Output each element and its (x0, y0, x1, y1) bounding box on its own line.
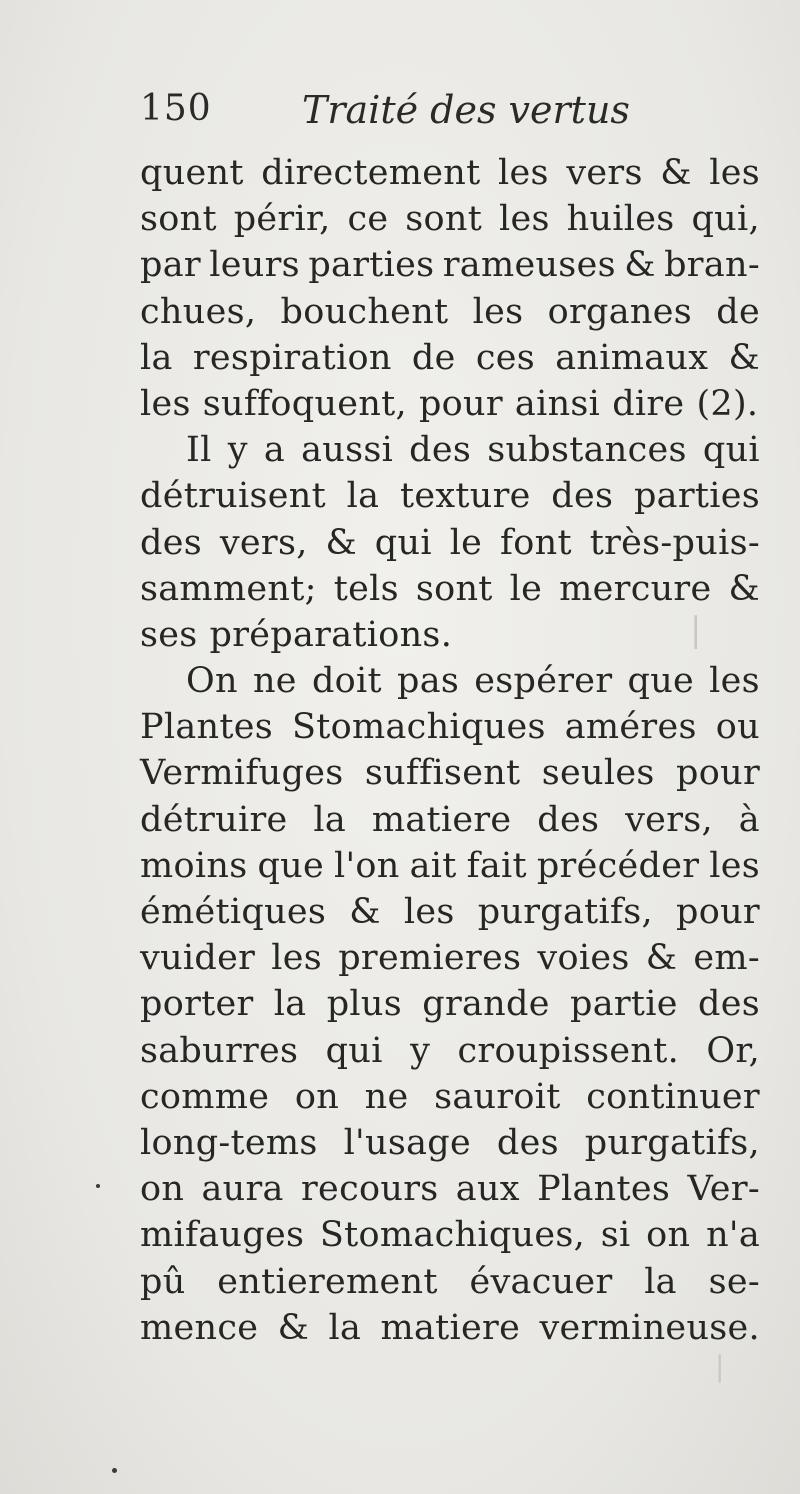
text-line (140, 427, 760, 473)
word: le (509, 568, 543, 609)
text-line (140, 750, 760, 796)
word: Ver- (687, 1169, 760, 1210)
word: vers, (219, 522, 308, 563)
word: & (645, 938, 678, 979)
word: l'on (333, 845, 400, 886)
text-line (140, 1212, 760, 1258)
word: bran- (664, 245, 760, 286)
word: les (271, 938, 323, 979)
word: mercure (559, 568, 712, 609)
word: des (551, 476, 614, 517)
text-line (140, 473, 760, 519)
text-line (140, 335, 760, 381)
word: Stomachiques, (319, 1215, 586, 1256)
text-line (140, 935, 760, 981)
word: précéder (536, 845, 700, 886)
word: évacuer (469, 1261, 613, 1302)
word: y (410, 1030, 431, 1071)
text-line (140, 381, 760, 427)
word: sont (415, 568, 493, 609)
word: Il (186, 430, 212, 471)
word: améres (564, 707, 697, 748)
word: vermineuse. (539, 1307, 760, 1348)
word: comme (140, 1076, 270, 1117)
word: dire (612, 383, 685, 424)
show-through-mark: | (690, 610, 702, 650)
word: parties (633, 476, 760, 517)
word: & (624, 245, 656, 286)
word: Or, (706, 1030, 760, 1071)
word: substances (487, 430, 687, 471)
word: on (294, 1076, 340, 1117)
word: ne (252, 661, 297, 702)
word: la (313, 799, 347, 840)
word: plus (326, 984, 403, 1025)
word: n'a (706, 1215, 760, 1256)
word: les (498, 153, 549, 193)
word: détruire (140, 799, 288, 840)
word: qui, (691, 199, 760, 240)
text-line (140, 843, 760, 889)
word: la (644, 1261, 677, 1302)
word: & (325, 522, 357, 563)
word: des (409, 430, 472, 471)
word: sont (405, 199, 483, 240)
word: vers, (625, 799, 713, 840)
word: sauroit (434, 1076, 561, 1117)
word: les (472, 291, 524, 332)
word: quent (140, 153, 244, 193)
text-line (140, 196, 760, 242)
word: très-puis- (589, 522, 760, 563)
word: ne (364, 1076, 409, 1117)
word: vuider (140, 938, 256, 979)
text-line (140, 1028, 760, 1074)
word: & (349, 892, 381, 932)
word: ou (715, 707, 760, 748)
word: organes (547, 291, 693, 332)
word: matiere (371, 799, 512, 840)
word: sont (140, 199, 217, 240)
text-line (140, 520, 760, 566)
word: ait (409, 845, 457, 886)
word: Plantes (140, 707, 273, 748)
word: la (273, 984, 307, 1025)
word: pour (676, 892, 760, 932)
word: pour (418, 383, 503, 424)
word: à (738, 799, 760, 840)
word: bouchent (280, 291, 449, 332)
word: ses (140, 614, 198, 655)
text-line (140, 1120, 760, 1166)
word: matiere (380, 1307, 521, 1348)
word: que (627, 661, 695, 702)
text-line (140, 1305, 760, 1351)
word: purgatifs, (584, 1122, 760, 1163)
word: croupissent. (457, 1030, 680, 1071)
word: Plantes (537, 1169, 671, 1210)
word: des (698, 984, 760, 1025)
word: la (328, 1307, 362, 1348)
word: émétiques (140, 892, 327, 932)
word: saburres (140, 1030, 299, 1071)
word: les (709, 153, 760, 193)
word: des (140, 522, 202, 563)
word: on (140, 1169, 185, 1210)
running-title: Traité des vertus (302, 88, 630, 132)
word: y (227, 430, 248, 471)
word: des (537, 799, 600, 840)
text-line (140, 658, 760, 704)
word: que (257, 845, 324, 886)
word: directement (261, 153, 481, 193)
word: détruisent (140, 476, 326, 517)
page-number: 150 (140, 88, 212, 129)
word: (2). (696, 383, 759, 424)
word: la (346, 476, 380, 517)
word: texture (399, 476, 531, 517)
word: vers (566, 153, 643, 193)
word: leurs (209, 245, 300, 286)
text-line (140, 981, 760, 1027)
word: les (140, 383, 191, 424)
word: fait (466, 845, 527, 886)
page-header (140, 88, 760, 138)
ink-speck (112, 1468, 117, 1473)
word: seules (541, 753, 655, 794)
word: qui (702, 430, 760, 471)
show-through-mark: | (715, 1350, 725, 1383)
text-line (140, 150, 760, 196)
word: grande (422, 984, 550, 1025)
ink-speck (96, 1184, 100, 1188)
word: mifauges (140, 1215, 305, 1256)
word: premieres (338, 938, 522, 979)
word: aussi (301, 430, 394, 471)
text-line (140, 612, 760, 658)
word: de (411, 337, 456, 378)
word: qui (325, 1030, 383, 1071)
text-line (140, 566, 760, 612)
word: tels (333, 568, 399, 609)
text-line (140, 1259, 760, 1305)
word: voies (537, 938, 630, 979)
word: les (709, 661, 760, 702)
word: font (500, 522, 572, 563)
word: samment; (140, 568, 317, 609)
word: respiration (192, 337, 392, 378)
word: & (660, 153, 692, 193)
word: porter (140, 984, 254, 1025)
text-line (140, 797, 760, 843)
word: ce (347, 199, 389, 240)
word: se- (708, 1261, 760, 1302)
word: moins (140, 845, 248, 886)
word: On (186, 661, 238, 702)
word: Stomachiques (292, 707, 546, 748)
word: espérer (474, 661, 613, 702)
word: la (140, 337, 173, 378)
text-line (140, 242, 760, 288)
word: partie (569, 984, 678, 1025)
word: de (716, 291, 760, 332)
word: on (646, 1215, 691, 1256)
word: mence (140, 1307, 259, 1348)
word: les (403, 892, 455, 932)
word: huiles (566, 199, 675, 240)
word: suffisent (364, 753, 521, 794)
text-line (140, 1166, 760, 1212)
word: & (728, 568, 760, 609)
word: a (263, 430, 285, 471)
word: Vermifuges (140, 753, 344, 794)
word: doit (311, 661, 382, 702)
word: des (496, 1122, 559, 1163)
word: par (140, 245, 201, 286)
word: aura (201, 1169, 284, 1210)
text-line (140, 1074, 760, 1120)
word: périr, (233, 199, 331, 240)
word: chues, (140, 291, 257, 332)
word: aux (455, 1169, 520, 1210)
word: les (498, 199, 550, 240)
word: le (449, 522, 483, 563)
text-line (140, 289, 760, 335)
word: ces (475, 337, 536, 378)
word: suffoquent, (202, 383, 407, 424)
text-line (140, 704, 760, 750)
word: ainsi (514, 383, 601, 424)
word: & (277, 1307, 310, 1348)
word: continuer (586, 1076, 760, 1117)
word: pû (140, 1261, 186, 1302)
word: si (600, 1215, 631, 1256)
word: pas (397, 661, 460, 702)
word: qui (374, 522, 432, 563)
word: purgatifs, (477, 892, 653, 932)
word: parties (308, 245, 435, 286)
body-text (140, 150, 760, 1351)
word: entierement (217, 1261, 438, 1302)
word: long-tems (140, 1122, 318, 1163)
word: rameuses (442, 245, 616, 286)
word: les (709, 845, 760, 886)
text-line (140, 889, 760, 935)
word: animaux (555, 337, 709, 378)
word: recours (301, 1169, 439, 1210)
word: préparations. (209, 614, 453, 655)
word: em- (693, 938, 760, 979)
word: pour (676, 753, 760, 794)
word: l'usage (343, 1122, 471, 1163)
word: & (728, 337, 760, 378)
